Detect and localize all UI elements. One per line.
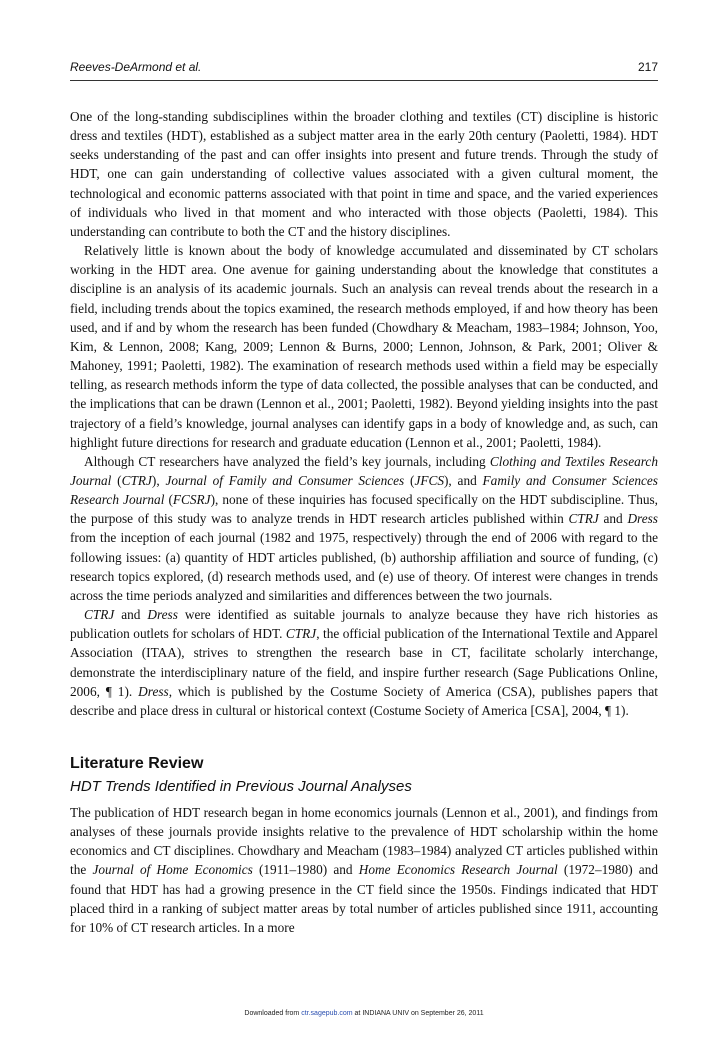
journal-abbrev: JFCS — [414, 472, 444, 488]
source-link[interactable]: ctr.sagepub.com — [301, 1010, 353, 1017]
paragraph-5: The publication of HDT research began in home economics journals (Lennon et al., 2001), and findings from analyses of these journals provide insights relative to the prevalence of HDT scholarship within the home economics and CT disciplines. Chowdhary and Meacham (1983–1984) analyzed CT articles published within the Journal of Home Economics (1911–1980) and Home Economics Research Journal (1972–1980) and found that HDT has had a growing presence in the CT field since the 1950s. Findings indicated that HDT placed third in a ranking of subject matter areas by total number of articles published since 1911, accounting for 10% of CT research articles. In a more — [70, 805, 659, 935]
article-body — [70, 107, 658, 937]
journal-abbrev: CTRJ — [568, 511, 599, 527]
journal-abbrev: CTRJ — [84, 607, 115, 623]
header-rule — [70, 80, 658, 81]
paragraph-4: CTRJ and Dress were identified as suitable journals to analyze because they have rich histories as publication outlets for scholars of HDT. CTRJ, the official publication of the International Textile and Apparel Association (ITAA), strives to strengthen the research base in CT, facilitate scholarly interchange, demonstrate the interdisciplinary nature of the field, and inspire further research (Sage Publications Online, 2006, ¶ 1). Dress, which is published by the Costume Society of America (CSA), publishes papers that describe and place dress in cultural or historical context (Costume Society of America [CSA], 2004, ¶ 1). — [70, 607, 658, 718]
journal-title: Journal of Home Economics — [92, 862, 253, 878]
journal-abbrev: CTRJ — [285, 626, 317, 642]
journal-title: Dress — [138, 683, 169, 699]
journal-title: Journal of Family and Consumer Sciences — [165, 472, 405, 488]
paragraph-3: Although CT researchers have analyzed the field’s key journals, including Clothing and Textiles Research Journal (CTRJ), Journal of Family and Consumer Sciences (JFCS), and Family and Consumer Sciences Research Journal (FCSRJ), none of these inquiries has focused specifically on the HDT subdiscipline. Thus, the purpose of this study was to analyze trends in HDT research articles published within CTRJ and Dress from the inception of each journal (1982 and 1975, respectively) through the end of 2006 with regard to the following issues: (a) quantity of HDT articles published, (b) authorship affiliation and source of funding, (c) research topics explored, (d) research methods used, and (e) use of theory. Of interest were changes in trends across the time periods analyzed and similarities and differences between the two journals. — [70, 453, 658, 603]
journal-abbrev: FCSRJ — [172, 492, 211, 508]
journal-title: Home Economics Research Journal — [358, 862, 558, 878]
journal-title: Family and Consumer Sciences Research Journal — [70, 472, 658, 508]
paragraph-2: Relatively little is known about the body of knowledge accumulated and disseminated by CT scholars working in the HDT area. One avenue for gaining understanding about the knowledge that constitutes a discipline is an analysis of its academic journals. Such an analysis can reveal trends about the research in a field, including trends about the topics examined, the research methods employed, if and how theory has been used, and if and by whom the research has been funded (Chowdhary & Meacham, 1983–1984; Johnson, Yoo, Kim, & Lennon, 2008; Kang, 2009; Lennon & Burns, 2000; Lennon, Johnson, & Park, 2001; Oliver & Mahoney, 1991; Paoletti, 1982). The examination of research methods used within a field may be especially telling, as research methods inform the type of data collected, the possible analyses that can be conducted, and the implications that can be drawn (Lennon et al., 2001; Paoletti, 1982). Beyond yielding insights into the past trajectory of a field’s knowledge, journal analyses can identify gaps in a body of knowledge and, as such, can highlight future directions for research and graduate education (Lennon et al., 2001; Paoletti, 1984). — [70, 243, 658, 450]
page-number: 217 — [637, 60, 658, 74]
journal-title: Clothing and Textiles Research Journal — [70, 453, 658, 488]
download-footer: Downloaded from ctr.sagepub.com at INDIANA UNIV on September 26, 2011 — [244, 1010, 484, 1017]
subsection-heading: HDT Trends Identified in Previous Journal Analyses — [70, 778, 412, 795]
journal-title: Dress — [147, 607, 178, 623]
journal-title: Dress — [627, 511, 658, 527]
paragraph-1: One of the long-standing subdisciplines within the broader clothing and textiles (CT) discipline is historic dress and textiles (HDT), established as a subject matter area in the early 20th century (Paoletti, 1984). HDT seeks understanding of the past and can offer insights into present and future trends. Through the study of HDT, one can gain understanding of collective values associated with a given cultural moment, the technological and economic patterns associated with that point in time and space, and the varied experiences of individuals who lived in that moment and who interacted with those objects (Paoletti, 1984). This understanding can contribute to both the CT and the history disciplines. — [70, 109, 658, 239]
journal-abbrev: CTRJ — [121, 472, 152, 488]
running-head — [70, 60, 658, 74]
section-heading: Literature Review — [70, 755, 204, 772]
running-head-author: Reeves-DeArmond et al. — [70, 60, 202, 74]
